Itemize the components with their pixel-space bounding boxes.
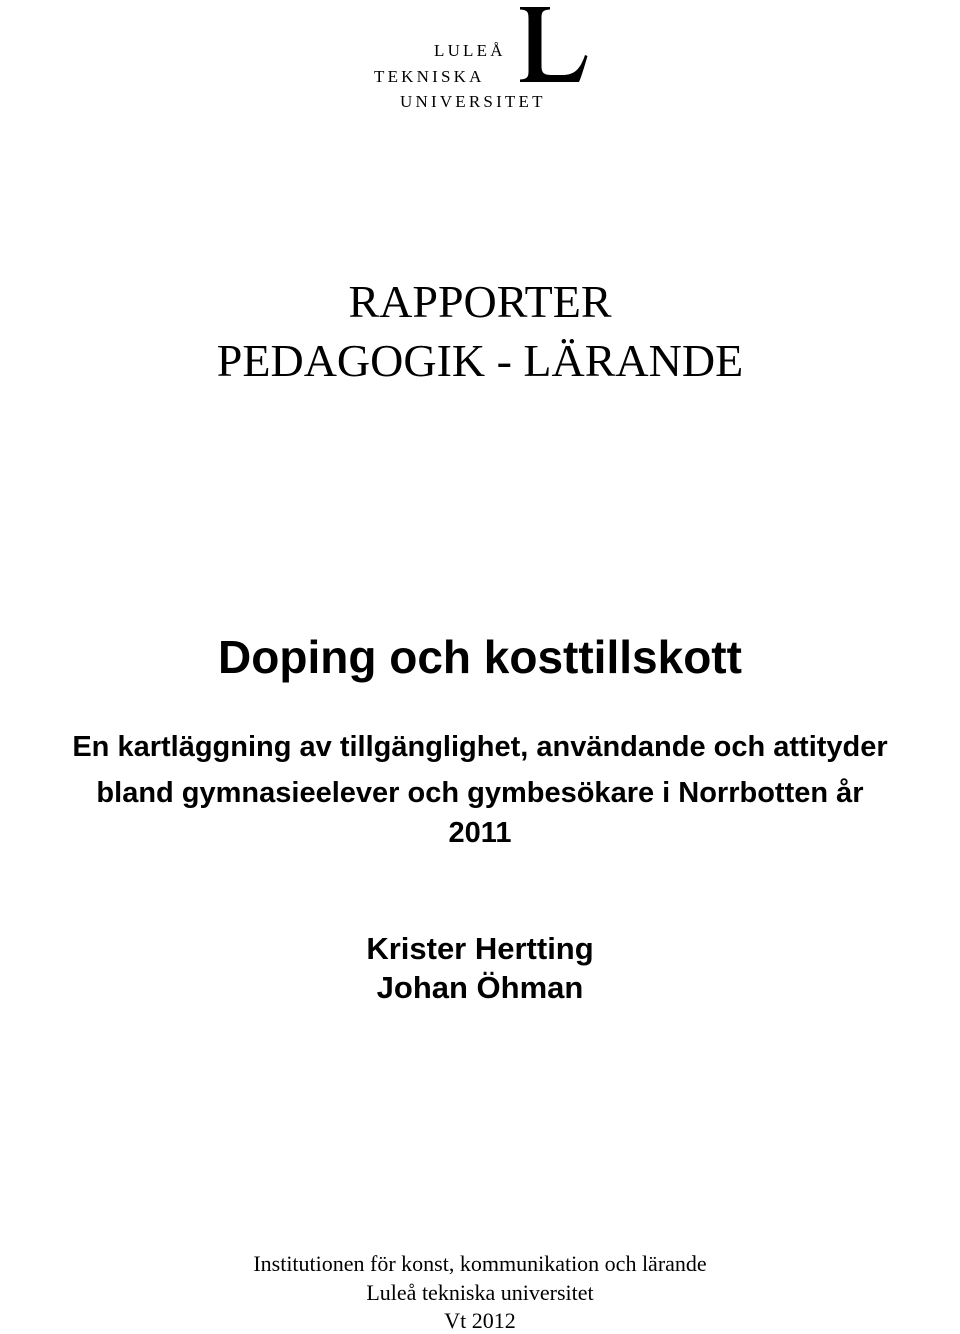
subtitle-line-2: bland gymnasieelever och gymbesökare i Norrbotten år — [96, 777, 864, 809]
logo-letter-l-icon — [506, 4, 588, 84]
term-label: Vt 2012 — [444, 1308, 516, 1333]
logo-text-line-2: TEKNISKA — [374, 67, 485, 86]
logo-text-line-3: UNIVERSITET — [400, 92, 546, 111]
university-name: Luleå tekniska universitet — [366, 1280, 594, 1305]
report-series-subtitle: PEDAGOGIK - LÄRANDE — [216, 335, 744, 386]
university-logo — [372, 4, 588, 111]
document-title: Doping och kosttillskott — [218, 631, 742, 683]
logo-text-line-1: LULEÅ — [434, 41, 506, 60]
subtitle-line-3: 2011 — [448, 817, 512, 849]
subtitle-line-1: En kartläggning av tillgänglighet, användande och attityder — [72, 731, 888, 763]
author-name: Krister Hertting — [366, 931, 594, 966]
author-name: Johan Öhman — [376, 970, 584, 1005]
report-series-title: RAPPORTER — [348, 276, 612, 327]
department-name: Institutionen för konst, kommunikation och lärande — [253, 1251, 707, 1276]
